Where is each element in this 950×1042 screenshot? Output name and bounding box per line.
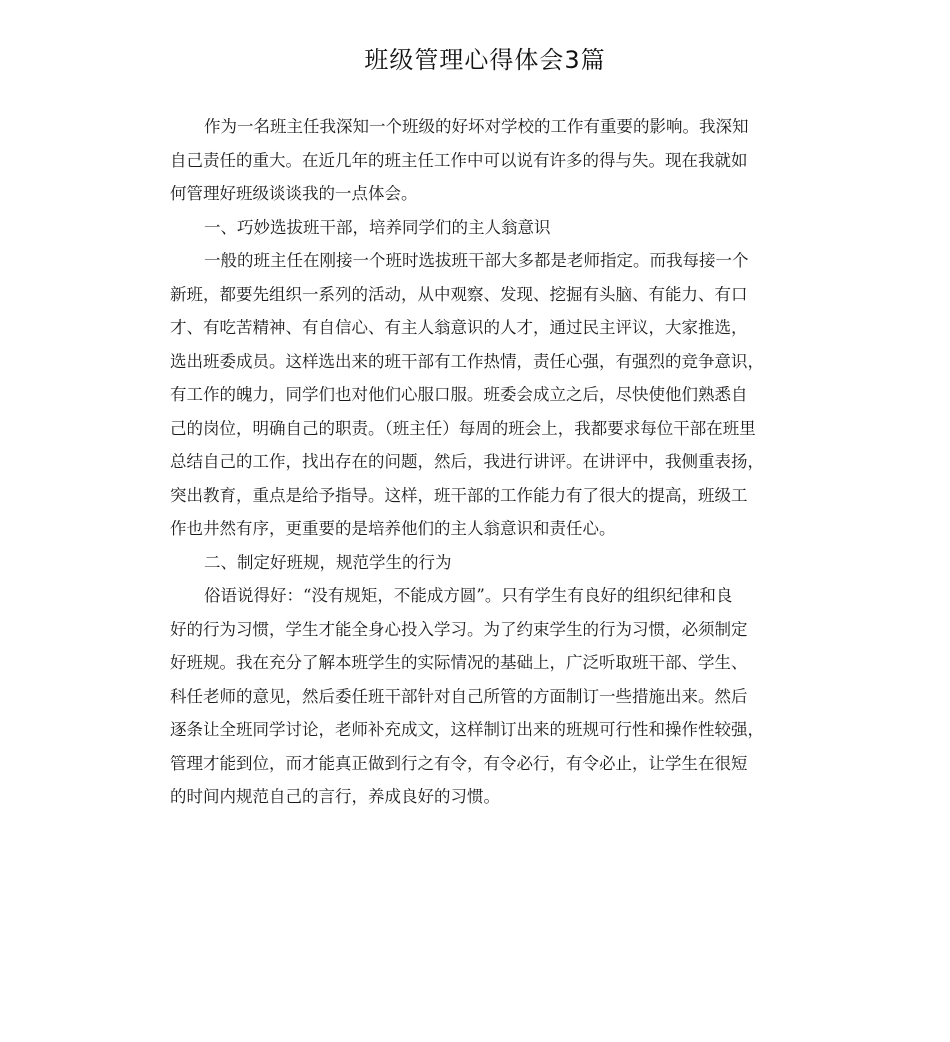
body-line-20: 管理才能到位，而才能真正做到行之有令，有令必行，有令必止，让学生在很短 <box>170 753 748 773</box>
body-line-8: 选出班委成员。这样选出来的班干部有工作热情，责任心强，有强烈的竞争意识， <box>170 351 764 371</box>
section-heading-1: 一、巧妙选拔班干部，培养同学们的主人翁意识 <box>204 217 551 237</box>
body-line-2: 自己责任的重大。在近几年的班主任工作中可以说有许多的得与失。现在我就如 <box>170 150 748 170</box>
document-body <box>170 110 790 814</box>
body-line-19: 逐条让全班同学讨论，老师补充成文，这样制订出来的班规可行性和操作性较强， <box>170 720 764 739</box>
body-line-16: 好的行为习惯，学生才能全身心投入学习。为了约束学生的行为习惯，必须制定 <box>170 619 748 639</box>
body-line-17: 好班规。我在充分了解本班学生的实际情况的基础上，广泛听取班干部、学生、 <box>170 653 748 672</box>
body-line-21: 的时间内规范自己的言行，养成良好的习惯。 <box>170 787 500 806</box>
body-line-10: 己的岗位，明确自己的职责。（班主任）每周的班会上，我都要求每位干部在班里 <box>170 418 756 438</box>
body-line-3: 何管理好班级谈谈我的一点体会。 <box>170 184 418 203</box>
body-line-6: 新班，都要先组织一系列的活动，从中观察、发现、挖掘有头脑、有能力、有口 <box>170 284 748 304</box>
body-line-9: 有工作的魄力，同学们也对他们心服口服。班委会成立之后，尽快使他们熟悉自 <box>170 385 748 404</box>
body-line-5: 一般的班主任在刚接一个班时选拔班干部大多都是老师指定。而我每接一个 <box>204 251 749 270</box>
section-heading-2: 二、制定好班规，规范学生的行为 <box>204 552 452 572</box>
body-line-11: 总结自己的工作，找出存在的问题，然后，我进行讲评。在讲评中，我侧重表扬， <box>170 452 764 471</box>
body-line-7: 才、有吃苦精神、有自信心、有主人翁意识的人才，通过民主评议，大家推选， <box>170 318 748 337</box>
body-line-15: 俗语说得好：“没有规矩，不能成方圆”。只有学生有良好的组织纪律和良 <box>204 586 733 605</box>
body-line-18: 科任老师的意见，然后委任班干部针对自己所管的方面制订一些措施出来。然后 <box>170 686 748 706</box>
document-title: 班级管理心得体会3篇 <box>364 46 606 74</box>
body-line-13: 作也井然有序，更重要的是培养他们的主人翁意识和责任心。 <box>170 519 616 538</box>
body-line-12: 突出教育，重点是给予指导。这样，班干部的工作能力有了很大的提高，班级工 <box>170 485 748 505</box>
body-line-1: 作为一名班主任我深知一个班级的好坏对学校的工作有重要的影响。我深知 <box>204 117 749 136</box>
